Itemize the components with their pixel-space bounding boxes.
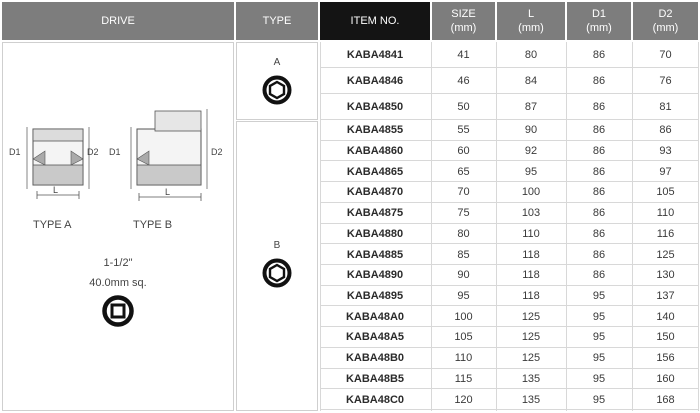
hexagon-icon: [262, 258, 292, 288]
cell-d1: 86: [592, 227, 606, 240]
cell-size: 41: [457, 49, 470, 61]
column-divider: [431, 42, 432, 411]
cell-d1: 86: [592, 75, 606, 87]
cell-d1: 86: [592, 124, 606, 137]
header-d1-unit: (mm): [586, 22, 612, 34]
cell-l: 118: [522, 290, 540, 303]
cell-d1: 95: [592, 310, 606, 323]
cell-d1: 86: [592, 186, 606, 199]
cell-l: 125: [521, 310, 541, 323]
cell-l: 135: [521, 372, 541, 385]
type-b-socket-drawing: [107, 103, 227, 227]
cell-item: KABA4841: [320, 42, 430, 68]
header-l-label: L: [527, 8, 535, 20]
type-a-d2-label: D2: [87, 147, 99, 157]
type-b-l-label: L: [165, 187, 171, 197]
cell-item: KABA48B0: [320, 348, 430, 369]
header-size-unit: (mm): [450, 22, 477, 34]
cell-d1: 86: [592, 49, 606, 61]
cell-size: 75: [457, 207, 470, 220]
cell-d2: 130: [656, 269, 675, 282]
cell-size: 115: [454, 372, 473, 385]
type-b-d1-label: D1: [109, 147, 121, 157]
cell-size: 80: [457, 227, 470, 240]
cell-d2: 110: [656, 207, 675, 220]
header-l: [497, 2, 565, 40]
cell-d1: 95: [592, 290, 606, 303]
cell-d2: 140: [656, 310, 675, 323]
cell-size: 65: [457, 165, 470, 178]
cell-l: 110: [522, 227, 540, 240]
cell-d1: 95: [592, 393, 606, 406]
type-a-panel: [236, 42, 318, 120]
header-type-label: TYPE: [262, 15, 292, 27]
column-divider: [698, 42, 699, 411]
header-drive-label: DRIVE: [101, 15, 135, 27]
cell-item: KABA4850: [320, 94, 430, 120]
header-type: [236, 2, 318, 40]
cell-item: KABA48B5: [320, 369, 430, 390]
cell-d1: 95: [592, 331, 606, 344]
cell-item: KABA48A5: [320, 327, 430, 348]
cell-item: KABA4846: [320, 68, 430, 94]
type-b-panel: [236, 121, 318, 411]
type-a-caption: TYPE A: [33, 219, 72, 231]
cell-d2: 137: [656, 290, 675, 303]
cell-size: 105: [454, 331, 473, 344]
cell-l: 95: [524, 165, 538, 178]
type-a-l-label: L: [53, 185, 59, 195]
column-divider: [496, 42, 497, 411]
cell-item: KABA48C0: [320, 389, 430, 410]
cell-item: KABA4870: [320, 182, 430, 203]
cell-d2: 156: [656, 352, 675, 365]
cell-l: 92: [524, 145, 538, 158]
cell-size: 55: [457, 124, 470, 137]
cell-l: 103: [521, 207, 541, 220]
cell-d2: 116: [656, 227, 675, 240]
drive-size-label: 1-1/2": [103, 257, 133, 269]
cell-d2: 93: [659, 145, 672, 158]
cell-d1: 86: [592, 165, 606, 178]
cell-l: 118: [522, 269, 540, 282]
cell-item: KABA4895: [320, 286, 430, 307]
type-a-socket-drawing: [11, 117, 107, 227]
header-d2: [633, 2, 698, 40]
cell-d1: 86: [592, 269, 606, 282]
cell-item: KABA4880: [320, 224, 430, 245]
type-b-caption: TYPE B: [133, 219, 173, 231]
cell-size: 120: [454, 393, 473, 406]
cell-l: 80: [524, 49, 538, 61]
cell-d2: 76: [659, 75, 672, 87]
cell-l: 125: [521, 331, 541, 344]
cell-item: KABA4885: [320, 244, 430, 265]
cell-d1: 86: [592, 101, 606, 113]
cell-item: KABA48A0: [320, 306, 430, 327]
cell-size: 90: [457, 269, 470, 282]
cell-item: KABA4860: [320, 141, 430, 162]
cell-item: KABA4865: [320, 161, 430, 182]
header-item-no: [320, 2, 430, 40]
type-a-d1-label: D1: [9, 147, 21, 157]
cell-size: 60: [457, 145, 470, 158]
square-drive-icon: [102, 295, 134, 327]
column-divider: [632, 42, 633, 411]
cell-d2: 97: [659, 165, 672, 178]
cell-d2: 125: [656, 248, 675, 261]
cell-d1: 95: [592, 352, 606, 365]
cell-l: 90: [524, 124, 538, 137]
cell-l: 125: [521, 352, 541, 365]
cell-item: KABA4890: [320, 265, 430, 286]
drive-mm-label: 40.0mm sq.: [89, 277, 147, 289]
type-b-d2-label: D2: [211, 147, 223, 157]
cell-l: 84: [524, 75, 538, 87]
header-d2-label: D2: [658, 8, 673, 20]
header-l-unit: (mm): [518, 22, 544, 34]
cell-size: 95: [457, 290, 470, 303]
cell-l: 135: [521, 393, 541, 406]
cell-size: 70: [457, 186, 470, 199]
column-divider: [320, 42, 321, 411]
type-a-label: A: [273, 57, 281, 68]
cell-l: 87: [524, 101, 538, 113]
cell-size: 85: [457, 248, 470, 261]
cell-item: KABA4855: [320, 120, 430, 141]
cell-d2: 70: [659, 49, 672, 61]
cell-d1: 86: [592, 207, 606, 220]
cell-d1: 95: [592, 372, 606, 385]
drive-panel: [2, 42, 234, 411]
header-item-no-label: ITEM NO.: [350, 15, 400, 27]
cell-size: 100: [454, 310, 473, 323]
header-d1-label: D1: [591, 8, 607, 20]
cell-d2: 81: [659, 101, 672, 113]
cell-d2: 168: [656, 393, 675, 406]
cell-d2: 86: [659, 124, 672, 137]
cell-l: 100: [521, 186, 541, 199]
row-divider: [320, 409, 698, 410]
column-divider: [566, 42, 567, 411]
hexagon-icon: [262, 75, 292, 105]
header-d1: [567, 2, 631, 40]
cell-d2: 150: [656, 331, 675, 344]
cell-size: 110: [454, 352, 473, 365]
header-drive: [2, 2, 234, 40]
type-b-label: B: [273, 240, 281, 251]
cell-d1: 86: [592, 248, 606, 261]
cell-item: KABA4875: [320, 203, 430, 224]
cell-d2: 160: [656, 372, 675, 385]
header-d2-unit: (mm): [652, 22, 679, 34]
cell-size: 46: [457, 75, 470, 87]
header-size: [432, 2, 495, 40]
header-size-label: SIZE: [451, 8, 476, 20]
cell-size: 50: [457, 101, 470, 113]
cell-l: 118: [522, 248, 540, 261]
cell-d1: 86: [592, 145, 606, 158]
cell-d2: 105: [656, 186, 675, 199]
